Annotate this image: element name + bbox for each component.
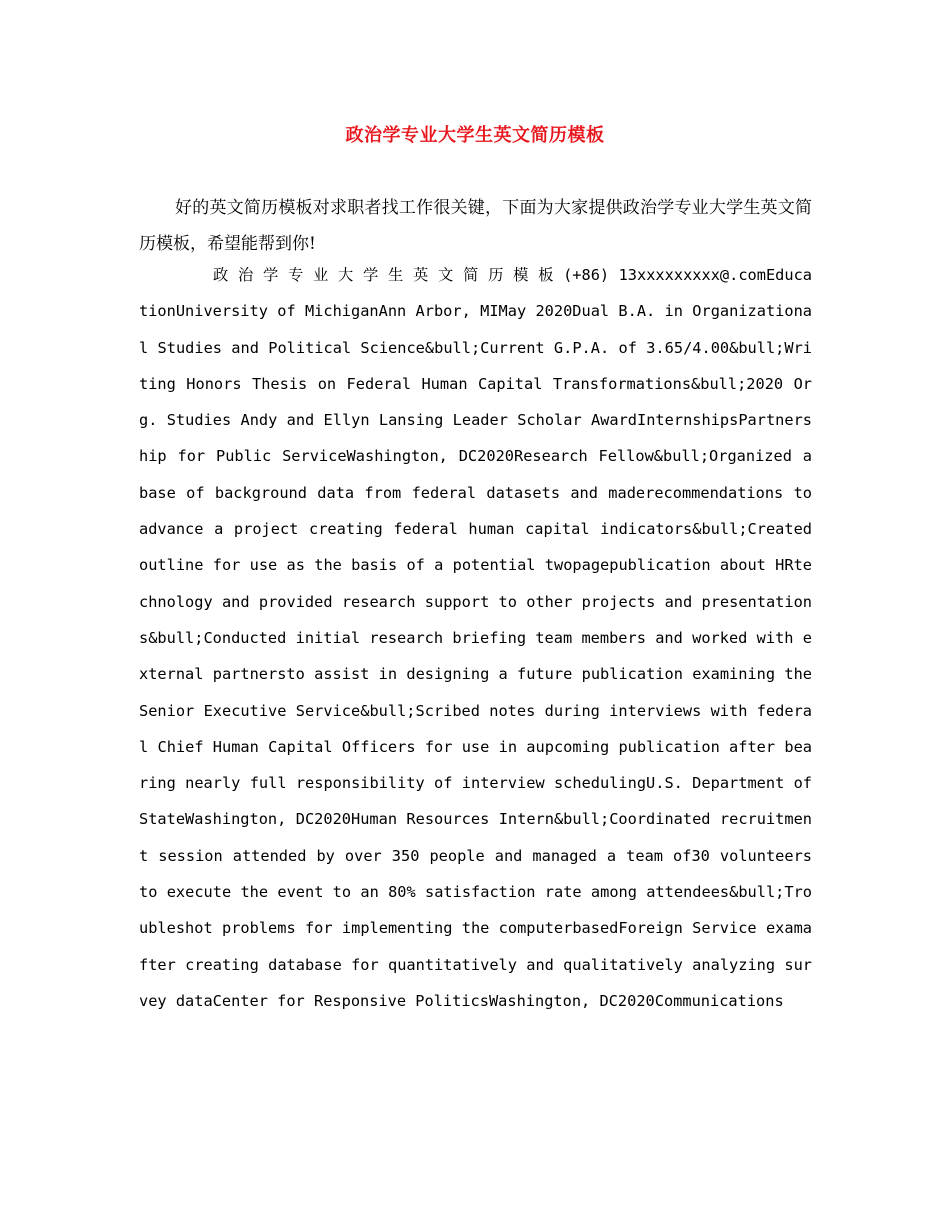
document-title: 政治学专业大学生英文简历模板 (345, 125, 605, 146)
intro-paragraph: 好的英文简历模板对求职者找工作很关键，下面为大家提供政治学专业大学生英文简历模板，希望能帮到你! (139, 198, 812, 254)
resume-body-text: 政 治 学 专 业 大 学 生 英 文 简 历 模 板 (+86) 13xxxxxxxxx@.comEducationUniversity of MichiganAnn Arbor, MIMay 2020Dual B.A. in Organizational Studies and Political Science&bull;Current G.P.A. of 3.65/4.00&bull;Writing Honors Thesis on Federal Human Capital Transformations&bull;2020 Org. Studies Andy and Ellyn Lansing Leader Scholar AwardInternshipsPartnership for Public ServiceWashington, DC2020Research Fellow&bull;Organized a base of background data from federal datasets and maderecommendations to advance a project creating federal human capital indicators&bull;Created outline for use as the basis of a potential twopagepublication about HRtechnology and provided research support to other projects and presentations&bull;Conducted initial research briefing team members and worked with external partnersto assist in designing a future publication examining the Senior Executive Service&bull;Scribed notes during interviews with federal Chief Human Capital Officers for use in aupcoming publication after bearing nearly full responsibility of interview schedulingU.S. Department of StateWashington, DC2020Human Resources Intern&bull;Coordinated recruitment session attended by over 350 people and managed a team of30 volunteers to execute the event to an 80% satisfaction rate among attendees&bull;Troubleshot problems for implementing the computerbasedForeign Service examafter creating database for quantitatively and qualitatively analyzing survey dataCenter for Responsive PoliticsWashington, DC2020Communications (139, 266, 812, 1010)
